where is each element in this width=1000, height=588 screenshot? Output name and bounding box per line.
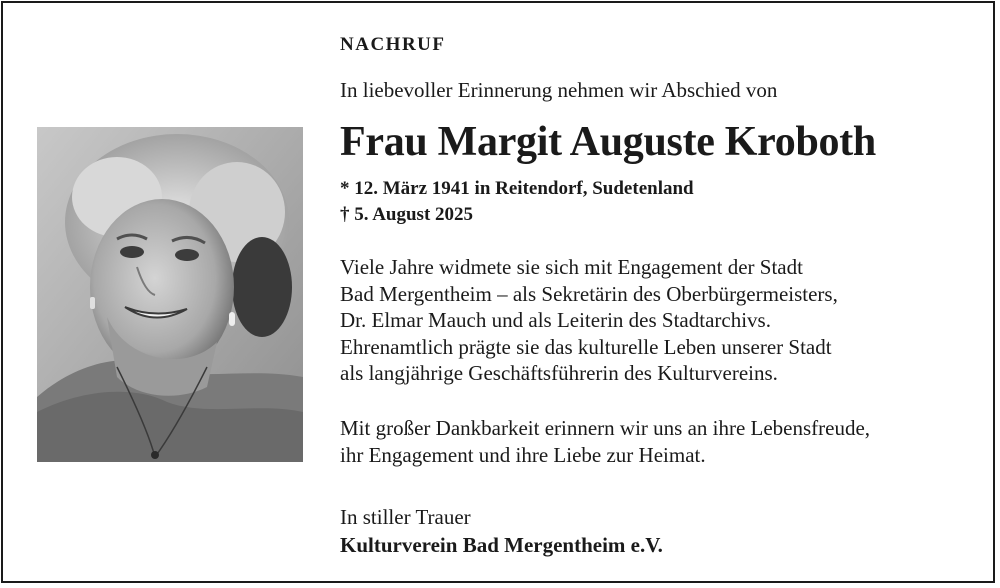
paragraph-line: Viele Jahre widmete sie sich mit Engagement der Stadt (340, 255, 803, 279)
death-date: † 5. August 2025 (340, 204, 474, 225)
closing-phrase: In stiller Trauer (340, 505, 471, 529)
paragraph-line: Dr. Elmar Mauch und als Leiterin des Stadtarchivs. (340, 308, 771, 332)
portrait-photo (37, 127, 303, 462)
closing-block (340, 503, 663, 559)
intro-line: In liebevoller Erinnerung nehmen wir Abschied von (340, 78, 778, 102)
deceased-name: Frau Margit Auguste Kroboth (340, 119, 876, 165)
paragraph-line: Bad Mergentheim – als Sekretärin des Oberbürgermeisters, (340, 281, 838, 306)
birth-date: * 12. März 1941 in Reitendorf, Sudetenland (340, 178, 694, 199)
paragraph-line: ihr Engagement und ihre Liebe zur Heimat. (340, 442, 706, 467)
portrait-image (37, 127, 303, 462)
life-dates (340, 176, 694, 228)
paragraph-line: Mit großer Dankbarkeit erinnern wir uns an ihre Lebensfreude, (340, 416, 871, 440)
paragraph-line: als langjährige Geschäftsführerin des Kulturvereins. (340, 361, 778, 385)
notice-heading: NACHRUF (340, 34, 446, 55)
organization-name: Kulturverein Bad Mergentheim e.V. (340, 533, 663, 557)
paragraph-line: Ehrenamtlich prägte sie das kulturelle Leben unserer Stadt (340, 334, 832, 359)
gratitude-paragraph (340, 415, 870, 468)
tribute-paragraph (340, 254, 838, 387)
